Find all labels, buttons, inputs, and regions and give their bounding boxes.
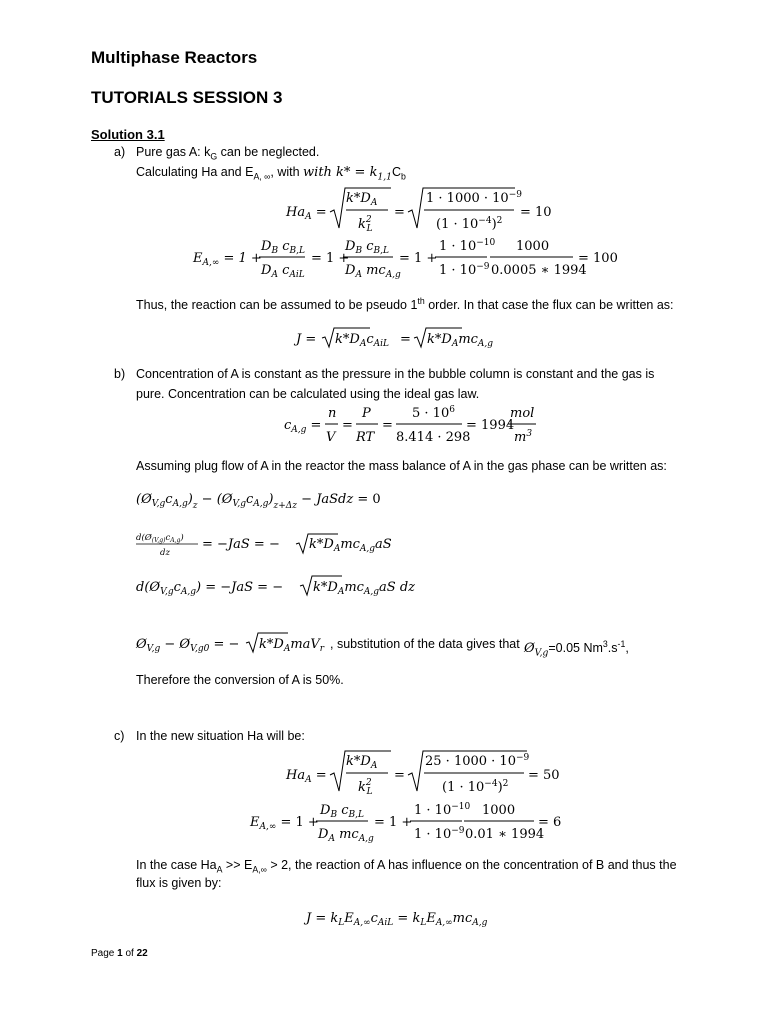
svg-text:0.01 ∗ 1994: 0.01 ∗ 1994 <box>465 827 545 842</box>
part-b-eq1-svg <box>136 487 396 513</box>
svg-text:k2L: $k^2$ L <box>358 215 373 234</box>
svg-text:EA,∞ = 1 +: $E_{A,\infty} = 1$ + <box>250 815 319 832</box>
svg-text:=: = <box>342 418 353 433</box>
page-word: Page <box>91 948 115 959</box>
svg-text:n: n <box>328 406 337 421</box>
part-c-e-equation <box>250 800 580 849</box>
page-number: 1 <box>117 948 123 959</box>
part-b-conclusion: Therefore the conversion of A is 50%. <box>136 673 344 687</box>
part-a-e-equation <box>193 236 623 285</box>
svg-text:dz: dz <box>160 548 170 558</box>
part-b-flow-result: $Ø_{V,g}=0.05$ $Nm^3.s^{-1}$, <box>524 639 629 659</box>
svg-text:DA mcA,g: $D_A$ $mc_{A,g}$ <box>318 827 374 844</box>
svg-text:= 10: = 10 <box>520 205 552 220</box>
part-b-eq4-svg <box>136 631 325 657</box>
svg-text:1 · 10−9: $1 \cdot 10^{-9}$ <box>414 826 465 842</box>
svg-text:1000: 1000 <box>516 239 550 254</box>
svg-text:m3: $m^3$ <box>514 429 533 445</box>
svg-text:0.0005 ∗ 1994: 0.0005 ∗ 1994 <box>491 263 587 278</box>
part-a-flux-svg <box>296 326 496 352</box>
svg-text:k*DA: $k*D_A$ <box>346 754 378 771</box>
svg-text:mol: mol <box>510 406 535 421</box>
document-title: Multiphase Reactors <box>91 48 258 67</box>
svg-text:DA mcA,g: $D_A$ $mc_{A,g}$ <box>345 263 401 280</box>
svg-text:cA,g =: $c_{A,g}$ = <box>284 418 322 435</box>
part-b-concentration-equation <box>284 403 544 452</box>
part-a-ha-svg <box>286 186 552 238</box>
svg-text:= 50: = 50 <box>528 768 560 783</box>
svg-text:(1 · 10−4)2: $(1 \cdot 10^{-4})^2$ <box>442 779 509 795</box>
part-b-line1: Concentration of A is constant as the pressure in the bubble column is constant and the gas is <box>136 367 655 381</box>
svg-text:RT: RT <box>356 430 375 445</box>
svg-text:(ØV,gcA,g)z − (ØV,gcA,g)z+Δz −: $(Ø_{V,g}c_{A,g})_z$ − $(Ø_{V,g}c_{A,g})_{z+\Delta z}$ − JaSdz = 0 <box>136 492 381 511</box>
part-b-plug-flow-text: Assuming plug flow of A in the reactor the mass balance of A in the gas phase can be written as: <box>136 459 667 473</box>
svg-text:=: = <box>382 418 393 433</box>
svg-text:J = kLEA,∞cAiL = kLEA,∞mcA,g: $J = k_LE_{A,\infty}c_{AiL} = k_LE_{A,\infty}mc_{A,g}$ <box>306 911 488 928</box>
svg-text:DA cAiL: $D_A$ $c_{AiL}$ <box>261 263 305 280</box>
svg-text:k*DAcAiL: $k*D_Ac_{AiL}$ <box>335 332 389 349</box>
svg-text:1 · 10−10: $1 \cdot 10^{-10}$ <box>414 802 471 818</box>
part-a-pseudo-order-text: Thus, the reaction can be assumed to be pseudo 1th order. In that case the flux can be written as: <box>136 296 674 313</box>
svg-text:DB cB,L: $D_B$ $c_{B,L}$ <box>261 239 305 256</box>
part-b-line2: pure. Concentration can be calculated using the ideal gas law. <box>136 387 480 401</box>
part-c-ha-equation <box>286 749 560 806</box>
part-a-line2: Calculating Ha and $E_{A, \infty}$, with with $k* = k_{1,1}C_b$ <box>136 165 406 183</box>
part-b-mass-balance-eq2 <box>136 528 396 567</box>
svg-text:= 100: = 100 <box>578 251 618 266</box>
svg-text:=: = <box>400 332 411 347</box>
svg-text:(1 · 10−4)2: $(1 \cdot 10^{-4})^2$ <box>436 216 503 232</box>
svg-text:k*DAmcA,g: $k*D_Amc_{A,g}$ <box>427 332 494 349</box>
svg-text:= 1994: = 1994 <box>466 418 515 433</box>
svg-text:k*DAmcA,gaS dz: $k*D_Amc_{A,g}aS$ dz <box>313 580 416 597</box>
part-a-marker: a) <box>114 145 126 159</box>
svg-text:8.414 · 298: 8.414 · 298 <box>396 430 471 445</box>
svg-text:P: P <box>362 406 371 421</box>
part-c-flux-svg <box>306 906 496 930</box>
part-c-influence-text1: In the case $Ha_A >> E_{A,\infty} > 2$, the reaction of A has influence on the concentration of B and thus the <box>136 858 677 875</box>
svg-text:=: = <box>394 768 405 783</box>
part-b-eq2-svg <box>136 528 396 562</box>
svg-text:= −JaS = −: = −JaS = − <box>202 537 280 552</box>
part-b-mass-balance-eq1 <box>136 487 396 518</box>
svg-text:= 1 +: = 1 + <box>311 251 350 266</box>
solution-label: Solution 3.1 <box>91 127 165 142</box>
page-total: 22 <box>136 948 148 959</box>
svg-text:1 · 10−9: $1 \cdot 10^{-9}$ <box>439 262 490 278</box>
part-b-concentration-svg <box>284 403 544 447</box>
svg-text:EA,∞ = 1 +: $E_{A,\infty} = 1$ + <box>193 251 262 268</box>
svg-text:DB cB,L: $D_B$ $c_{B,L}$ <box>345 239 389 256</box>
svg-text:1 · 10−10: $1 \cdot 10^{-10}$ <box>439 238 496 254</box>
svg-text:= 1 +: = 1 + <box>399 251 438 266</box>
svg-text:1 · 1000 · 10−9: $1 \cdot 1000 \cdot 10^{-9}$ <box>426 190 522 206</box>
svg-text:k*DA: $k*D_A$ <box>346 191 378 208</box>
part-b-mass-balance-eq3 <box>136 574 416 605</box>
svg-text:= 1 +: = 1 + <box>374 815 413 830</box>
svg-text:d(ØV,gcA,g) = −JaS = −: $d(Ø_{V,g}c_{A,g}) = -JaS$ = − <box>136 580 284 597</box>
svg-text:5 · 106: $5 \cdot 10^6$ <box>412 405 455 421</box>
part-a-flux-equation <box>296 326 496 357</box>
part-b-eq3-svg <box>136 574 416 600</box>
part-c-line1: In the new situation Ha will be: <box>136 729 305 743</box>
svg-text:ØV,g − ØV,g0 = −: $Ø_{V,g}$ − $Ø_{V,g0}$ = − <box>136 637 240 654</box>
part-a-line1: Pure gas A: $k_G$ can be neglected. <box>136 145 320 162</box>
svg-text:V: V <box>326 430 336 445</box>
part-c-flux-equation <box>306 906 496 935</box>
session-heading: TUTORIALS SESSION 3 <box>91 88 283 107</box>
part-c-marker: c) <box>114 729 125 743</box>
svg-text:1000: 1000 <box>482 803 516 818</box>
svg-text:=: = <box>394 205 405 220</box>
svg-text:k*DAmcA,gaS: $k*D_Amc_{A,g}aS$ <box>309 537 392 554</box>
svg-text:HaA =: $Ha_A$ = <box>286 768 327 785</box>
svg-text:DB cB,L: $D_B$ $c_{B,L}$ <box>320 803 364 820</box>
part-c-ha-svg <box>286 749 560 801</box>
svg-text:k*DAmaVr: $k*D_AmaV_r$ <box>259 637 325 654</box>
svg-text:HaA =: $Ha_A$ = <box>286 205 327 222</box>
part-b-substitution-text: , substitution of the data gives that <box>330 637 520 651</box>
of-word: of <box>125 948 134 959</box>
svg-text:= 6: = 6 <box>538 815 562 830</box>
part-b-mass-balance-eq4 <box>136 631 325 662</box>
svg-text:d(Ø(V,g)cA,g): $d(Ø_{(V,g)}c_{A,g})$ <box>136 533 184 544</box>
page-footer <box>91 948 148 959</box>
part-a-ha-equation <box>286 186 552 243</box>
part-a-e-svg <box>193 236 623 280</box>
svg-text:25 · 1000 · 10−9: $25 \cdot 1000 \cdot 10^{-9}$ <box>425 753 530 769</box>
part-b-marker: b) <box>114 367 126 381</box>
part-c-influence-text2: flux is given by: <box>136 876 222 890</box>
svg-text:k2L: $k^2$ L <box>358 778 373 797</box>
part-c-e-svg <box>250 800 580 844</box>
svg-text:J =: J = <box>296 332 317 347</box>
